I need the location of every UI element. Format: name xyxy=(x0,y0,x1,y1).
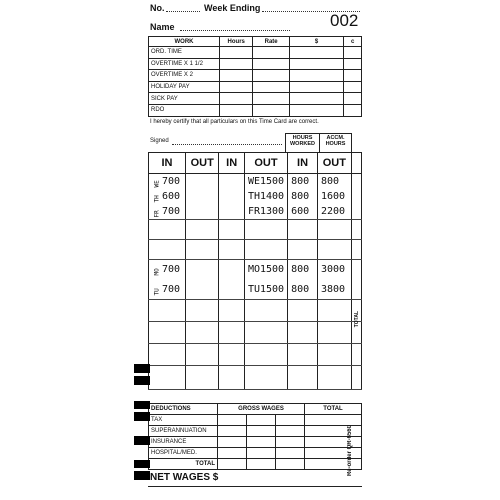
in-time: 700 xyxy=(162,283,181,295)
hours-cell[interactable] xyxy=(220,70,253,82)
in-cell[interactable] xyxy=(149,189,186,204)
hours-worked-cell[interactable] xyxy=(288,366,318,390)
in-cell[interactable] xyxy=(149,366,186,390)
registration-bar xyxy=(134,364,150,373)
hours-worked-cell[interactable]: 600 xyxy=(288,204,318,220)
in-cell[interactable] xyxy=(219,240,245,260)
in-cell[interactable] xyxy=(149,260,186,280)
registration-bar xyxy=(134,460,150,468)
out-header-1: OUT xyxy=(186,153,219,174)
amount-cell[interactable] xyxy=(275,448,304,459)
accm-hours-cell[interactable] xyxy=(318,300,352,322)
table-row xyxy=(149,344,362,366)
accm-hours-cell[interactable] xyxy=(318,366,352,390)
hours-cell[interactable] xyxy=(220,104,253,116)
day-stamp: TH xyxy=(153,195,161,203)
deductions-table xyxy=(148,403,362,470)
out-header-3: OUT xyxy=(318,153,352,174)
no-label: No. xyxy=(150,3,165,13)
name-field[interactable] xyxy=(180,30,290,31)
total-cell[interactable] xyxy=(351,240,361,260)
cents-cell[interactable] xyxy=(344,93,362,105)
rate-col-header: Rate xyxy=(253,37,289,47)
deduction-total-label: TOTAL xyxy=(149,459,218,470)
table-row xyxy=(149,426,362,437)
deduction-label: TAX xyxy=(149,415,218,426)
table-row xyxy=(149,174,362,190)
registration-bar xyxy=(134,471,150,480)
amount-cell[interactable] xyxy=(275,426,304,437)
out-time[interactable]: WE1500 xyxy=(244,174,287,190)
amount-cell[interactable] xyxy=(218,415,247,426)
in-header-2: IN xyxy=(219,153,245,174)
accm-hours-cell[interactable]: 3000 xyxy=(318,260,352,280)
dollars-col-header: $ xyxy=(289,37,343,47)
cents-cell[interactable] xyxy=(344,81,362,93)
total-cell[interactable] xyxy=(351,344,361,366)
total-cell[interactable] xyxy=(351,280,361,300)
hours-worked-cell[interactable] xyxy=(288,220,318,240)
amount-cell[interactable] xyxy=(246,437,275,448)
out-time[interactable]: FR1300 xyxy=(244,204,287,220)
hours-worked-cell[interactable] xyxy=(288,344,318,366)
out-cell[interactable] xyxy=(186,220,219,240)
registration-bar xyxy=(134,412,150,421)
total-cell[interactable] xyxy=(351,204,361,220)
table-row xyxy=(149,448,362,459)
in-cell[interactable] xyxy=(149,204,186,220)
total-cell[interactable] xyxy=(305,415,362,426)
in-cell[interactable] xyxy=(149,300,186,322)
table-row xyxy=(149,437,362,448)
table-row xyxy=(149,260,362,280)
in-cell[interactable] xyxy=(149,280,186,300)
table-row xyxy=(149,415,362,426)
in-cell[interactable] xyxy=(219,220,245,240)
certify-text: I hereby certify that all particulars on this Time Card are correct. xyxy=(150,119,319,125)
table-row xyxy=(149,70,362,82)
accm-hours-cell[interactable] xyxy=(318,240,352,260)
accm-hours-cell[interactable]: 1600 xyxy=(318,189,352,204)
hours-cell[interactable] xyxy=(220,93,253,105)
table-row xyxy=(149,300,362,322)
signature-field[interactable] xyxy=(172,144,282,145)
accm-hours-cell[interactable] xyxy=(318,344,352,366)
accm-hours-cell[interactable]: 800 xyxy=(318,174,352,190)
gross-wages-header: GROSS WAGES xyxy=(218,404,305,415)
total-cell[interactable] xyxy=(351,260,361,280)
amount-cell[interactable] xyxy=(275,459,304,470)
cents-cell[interactable] xyxy=(344,58,362,70)
hours-worked-cell[interactable]: 800 xyxy=(288,189,318,204)
amount-cell[interactable] xyxy=(275,437,304,448)
out-cell[interactable] xyxy=(244,300,287,322)
total-cell[interactable] xyxy=(351,366,361,390)
work-row-label: OVERTIME X 1 1/2 xyxy=(149,58,220,70)
in-cell[interactable] xyxy=(219,344,245,366)
in-cell[interactable] xyxy=(219,300,245,322)
rate-cell[interactable] xyxy=(253,70,289,82)
in-cell[interactable] xyxy=(149,174,186,190)
work-row-label: RDO xyxy=(149,104,220,116)
table-row xyxy=(149,81,362,93)
in-header-3: IN xyxy=(288,153,318,174)
table-row xyxy=(149,47,362,59)
hours-cell[interactable] xyxy=(220,47,253,59)
table-row xyxy=(149,220,362,240)
in-cell[interactable] xyxy=(149,344,186,366)
out-cell[interactable] xyxy=(186,260,219,280)
hours-worked-cell[interactable]: 800 xyxy=(288,280,318,300)
hours-worked-cell[interactable]: 800 xyxy=(288,174,318,190)
rate-cell[interactable] xyxy=(253,81,289,93)
amount-cell[interactable] xyxy=(218,448,247,459)
table-row xyxy=(149,93,362,105)
amount-cell[interactable] xyxy=(246,415,275,426)
time-table xyxy=(148,152,362,390)
in-cell[interactable] xyxy=(219,204,245,220)
out-cell[interactable] xyxy=(186,204,219,220)
total-cell[interactable] xyxy=(351,189,361,204)
in-cell[interactable] xyxy=(219,189,245,204)
out-cell[interactable] xyxy=(186,344,219,366)
rate-cell[interactable] xyxy=(253,104,289,116)
amount-cell[interactable] xyxy=(218,437,247,448)
in-cell[interactable] xyxy=(149,240,186,260)
amount-cell[interactable] xyxy=(218,426,247,437)
in-cell[interactable] xyxy=(149,322,186,344)
no-field[interactable] xyxy=(166,11,200,12)
table-row xyxy=(149,58,362,70)
accm-hours-cell[interactable] xyxy=(318,220,352,240)
hours-col-header: Hours xyxy=(220,37,253,47)
rate-cell[interactable] xyxy=(253,93,289,105)
out-cell[interactable] xyxy=(244,240,287,260)
cents-cell[interactable] xyxy=(344,47,362,59)
in-time: 600 xyxy=(162,191,181,202)
in-time: 700 xyxy=(162,176,181,187)
out-cell[interactable] xyxy=(244,366,287,390)
work-row-label: SICK PAY xyxy=(149,93,220,105)
dollars-cell[interactable] xyxy=(289,93,343,105)
in-cell[interactable] xyxy=(219,280,245,300)
dollars-cell[interactable] xyxy=(289,47,343,59)
cents-cell[interactable] xyxy=(344,104,362,116)
out-cell[interactable] xyxy=(186,366,219,390)
dollars-cell[interactable] xyxy=(289,81,343,93)
out-cell[interactable] xyxy=(186,189,219,204)
registration-bar xyxy=(134,436,150,445)
in-cell[interactable] xyxy=(149,220,186,240)
dollars-cell[interactable] xyxy=(289,104,343,116)
amount-cell[interactable] xyxy=(246,448,275,459)
dollars-cell[interactable] xyxy=(289,58,343,70)
work-col-header: WORK xyxy=(149,37,220,47)
hours-worked-cell[interactable] xyxy=(288,240,318,260)
day-stamp: MO xyxy=(153,268,161,276)
card-number: 002 xyxy=(330,11,359,30)
accm-hours-cell[interactable]: 2200 xyxy=(318,204,352,220)
amount-cell[interactable] xyxy=(275,415,304,426)
bottom-rule xyxy=(148,486,362,487)
day-stamp: WE xyxy=(153,180,161,188)
total-cell[interactable] xyxy=(351,174,361,190)
deduction-label: INSURANCE xyxy=(149,437,218,448)
name-label: Name xyxy=(150,22,175,32)
work-row-label: ORD. TIME xyxy=(149,47,220,59)
deduction-label: SUPERANNUATION xyxy=(149,426,218,437)
hours-worked-header: HOURS WORKED xyxy=(285,133,320,153)
out-cell[interactable] xyxy=(244,344,287,366)
registration-bar xyxy=(134,401,150,409)
hours-worked-cell[interactable] xyxy=(288,322,318,344)
hours-worked-cell[interactable] xyxy=(288,300,318,322)
amount-cell[interactable] xyxy=(218,459,247,470)
table-row xyxy=(149,189,362,204)
accm-hours-cell[interactable]: 3800 xyxy=(318,280,352,300)
hours-cell[interactable] xyxy=(220,81,253,93)
net-wages-label: NET WAGES $ xyxy=(150,472,219,483)
accm-hours-header: ACCM. HOURS xyxy=(319,133,352,153)
out-cell[interactable] xyxy=(186,322,219,344)
out-cell[interactable] xyxy=(186,280,219,300)
in-time: 700 xyxy=(162,206,181,217)
day-stamp: TU xyxy=(153,288,161,296)
work-row-label: HOLIDAY PAY xyxy=(149,81,220,93)
day-stamp: FR xyxy=(153,210,161,218)
in-cell[interactable] xyxy=(219,260,245,280)
table-row xyxy=(149,280,362,300)
out-time[interactable]: TU1500 xyxy=(244,280,287,300)
out-cell[interactable] xyxy=(186,300,219,322)
out-cell[interactable] xyxy=(244,322,287,344)
out-header-2: OUT xyxy=(244,153,287,174)
deductions-header: DEDUCTIONS xyxy=(149,404,218,415)
amount-cell[interactable] xyxy=(246,459,275,470)
deduction-label: HOSPITAL/MED. xyxy=(149,448,218,459)
table-row xyxy=(149,459,362,470)
rate-cell[interactable] xyxy=(253,47,289,59)
out-cell[interactable] xyxy=(186,240,219,260)
cents-col-header: c xyxy=(344,37,362,47)
in-cell[interactable] xyxy=(219,322,245,344)
out-time[interactable]: MO1500 xyxy=(244,260,287,280)
rate-cell[interactable] xyxy=(253,58,289,70)
table-row xyxy=(149,104,362,116)
table-row xyxy=(149,240,362,260)
accm-hours-cell[interactable] xyxy=(318,322,352,344)
cents-cell[interactable] xyxy=(344,70,362,82)
hours-cell[interactable] xyxy=(220,58,253,70)
table-row xyxy=(149,204,362,220)
dollars-cell[interactable] xyxy=(289,70,343,82)
hours-worked-cell[interactable]: 800 xyxy=(288,260,318,280)
total-cell[interactable] xyxy=(351,220,361,240)
registration-bar xyxy=(134,376,150,385)
out-time[interactable]: TH1400 xyxy=(244,189,287,204)
amount-cell[interactable] xyxy=(246,426,275,437)
in-time: 700 xyxy=(162,264,181,276)
work-row-label: OVERTIME X 2 xyxy=(149,70,220,82)
total-header-label: TOTAL xyxy=(353,310,360,327)
table-row xyxy=(149,322,362,344)
work-table xyxy=(148,36,362,117)
time-card xyxy=(148,0,365,500)
total-col-header: TOTAL xyxy=(305,404,362,415)
table-row xyxy=(149,366,362,390)
signed-label: Signed xyxy=(150,138,169,144)
total-header xyxy=(351,153,361,327)
reorder-code: Re-order QR-6560 xyxy=(347,425,353,477)
week-ending-label: Week Ending xyxy=(204,3,261,13)
in-cell[interactable] xyxy=(219,174,245,190)
out-cell[interactable] xyxy=(186,174,219,190)
in-header-1: IN xyxy=(149,153,186,174)
out-cell[interactable] xyxy=(244,220,287,240)
in-cell[interactable] xyxy=(219,366,245,390)
